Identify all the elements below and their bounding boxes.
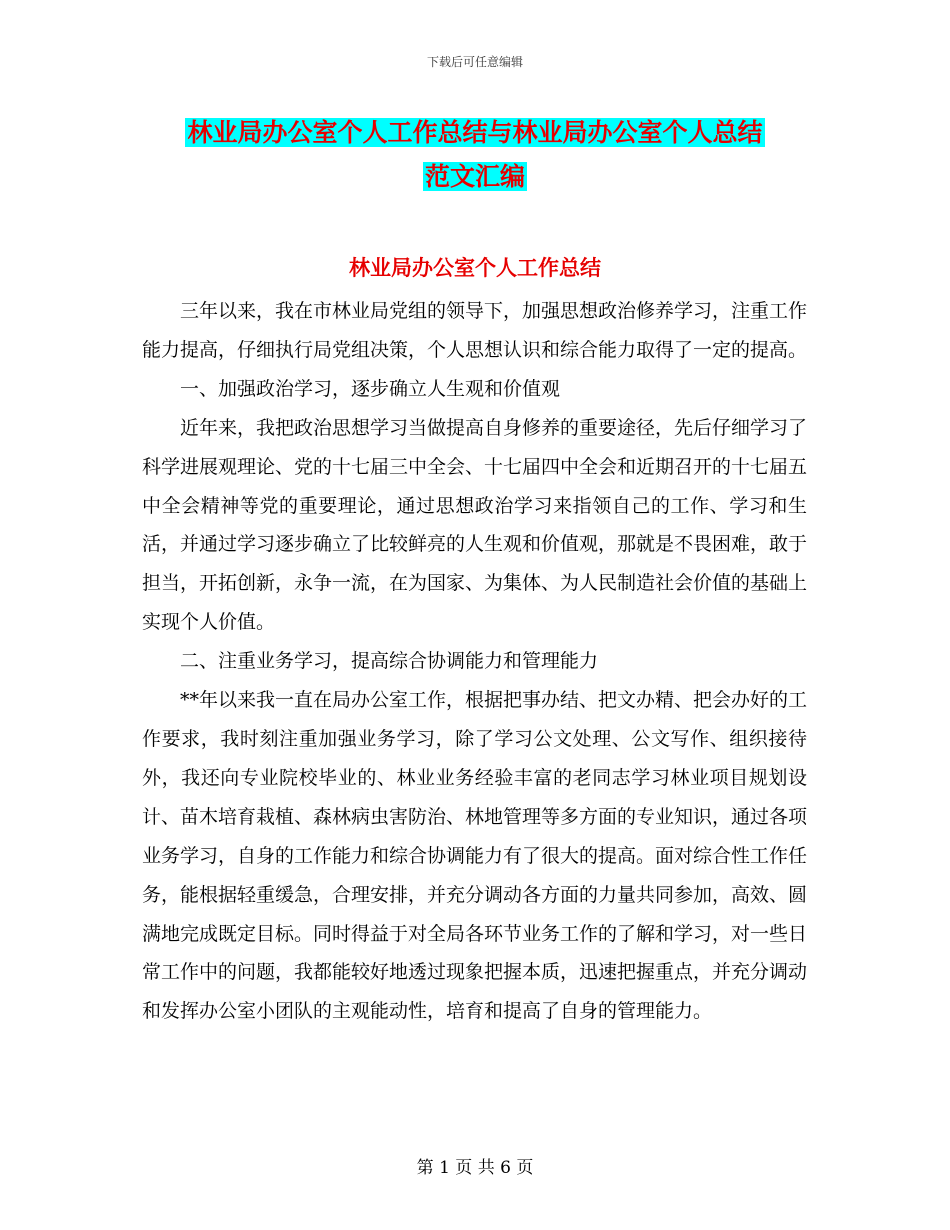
document-title-line-1 <box>0 113 950 149</box>
paragraph-political-study: 近年来，我把政治思想学习当做提高自身修养的重要途径，先后仔细学习了科学进展观理论、党的十七届三中全会、十七届四中全会和近期召开的十七届五中全会精神等党的重要理论，通过思想政治学习来指领自己的工作、学习和生活，并通过学习逐步确立了比较鲜亮的人生观和价值观，那就是不畏困难，敢于担当，开拓创新，永争一流，在为国家、为集体、为人民制造社会价值的基础上实现个人价值。 <box>142 416 808 634</box>
document-title-line-2 <box>0 157 950 193</box>
title-highlight-1: 林业局办公室个人工作总结与林业局办公室个人总结 <box>187 118 763 147</box>
paragraph-intro: 三年以来，我在市林业局党组的领导下，加强思想政治修养学习，注重工作能力提高，仔细执行局党组决策，个人思想认识和综合能力取得了一定的提高。 <box>142 300 808 361</box>
section-title: 林业局办公室个人工作总结 <box>349 256 601 280</box>
page-footer: 第 1 页 共 6 页 <box>416 1158 534 1178</box>
paragraph-business-study: **年以来我一直在局办公室工作，根据把事办结、把文办精、把会办好的工作要求，我时刻注重加强业务学习，除了学习公文处理、公文写作、组织接待外，我还向专业院校毕业的、林业业务经验丰富的老同志学习林业项目规划设计、苗木培育栽植、森林病虫害防治、林地管理等多方面的专业知识，通过各项业务学习，自身的工作能力和综合协调能力有了很大的提高。面对综合性工作任务，能根据轻重缓急，合理安排，并充分调动各方面的力量共同参加，高效、圆满地完成既定目标。同时得益于对全局各环节业务工作的了解和学习，对一些日常工作中的问题，我都能较好地透过现象把握本质，迅速把握重点，并充分调动和发挥办公室小团队的主观能动性，培育和提高了自身的管理能力。 <box>142 689 808 1023</box>
heading-political-study: 一、加强政治学习，逐步确立人生观和价值观 <box>180 377 561 400</box>
heading-business-study: 二、注重业务学习，提高综合协调能力和管理能力 <box>180 650 599 673</box>
title-highlight-2: 范文汇编 <box>424 162 525 191</box>
document-body <box>142 292 807 1031</box>
page-header-note: 下载后可任意编辑 <box>426 55 523 69</box>
